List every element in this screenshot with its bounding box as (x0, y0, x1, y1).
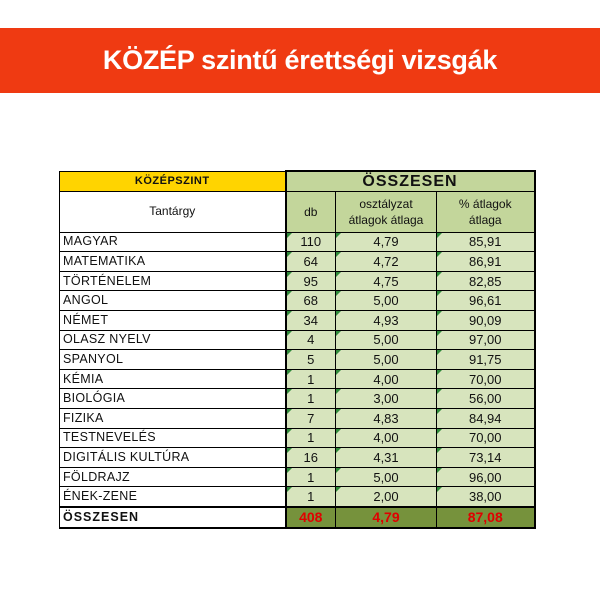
percent-average-cell: 70,00 (437, 369, 535, 389)
percent-average-cell: 73,14 (437, 448, 535, 468)
column-header-percent-average (437, 191, 535, 232)
percent-average-cell: 97,00 (437, 330, 535, 350)
grade-average-cell: 4,75 (336, 271, 437, 291)
grade-average-cell: 4,83 (336, 408, 437, 428)
page-title: KÖZÉP szintű érettségi vizsgák (102, 45, 498, 75)
percent-average-cell: 90,09 (437, 310, 535, 330)
subject-cell: NÉMET (60, 310, 286, 330)
table-row (60, 428, 535, 448)
grade-average-cell: 2,00 (336, 487, 437, 507)
grade-average-cell: 5,00 (336, 467, 437, 487)
db-cell: 34 (286, 310, 336, 330)
db-cell: 1 (286, 487, 336, 507)
subject-cell: MATEMATIKA (60, 252, 286, 272)
db-cell: 95 (286, 271, 336, 291)
total-db: 408 (286, 507, 336, 528)
subject-cell: FIZIKA (60, 408, 286, 428)
grade-average-cell: 5,00 (336, 350, 437, 370)
percent-average-cell: 84,94 (437, 408, 535, 428)
percent-average-cell: 82,85 (437, 271, 535, 291)
db-cell: 7 (286, 408, 336, 428)
grade-average-cell: 5,00 (336, 291, 437, 311)
subject-cell: MAGYAR (60, 232, 286, 252)
total-row (60, 507, 535, 528)
table-row (60, 232, 535, 252)
grade-average-cell: 4,93 (336, 310, 437, 330)
table-row (60, 408, 535, 428)
table-row (60, 487, 535, 507)
column-header-grade-average (336, 191, 437, 232)
db-cell: 4 (286, 330, 336, 350)
grade-average-cell: 4,72 (336, 252, 437, 272)
percent-average-cell: 85,91 (437, 232, 535, 252)
percent-average-cell: 96,00 (437, 467, 535, 487)
table-row (60, 389, 535, 409)
grade-average-cell: 5,00 (336, 330, 437, 350)
percent-average-cell: 91,75 (437, 350, 535, 370)
table-row (60, 252, 535, 272)
table-row (60, 271, 535, 291)
column-header-percent-average-line1: % átlagok (458, 196, 512, 211)
total-header: ÖSSZESEN (286, 171, 535, 191)
db-cell: 68 (286, 291, 336, 311)
subject-cell: ÉNEK-ZENE (60, 487, 286, 507)
table-row (60, 369, 535, 389)
table-row (60, 291, 535, 311)
title-banner (0, 28, 600, 93)
db-cell: 1 (286, 369, 336, 389)
db-cell: 5 (286, 350, 336, 370)
percent-average-cell: 70,00 (437, 428, 535, 448)
table-row (60, 467, 535, 487)
grade-average-cell: 3,00 (336, 389, 437, 409)
table-row (60, 350, 535, 370)
table-row (60, 310, 535, 330)
percent-average-cell: 86,91 (437, 252, 535, 272)
table-row (60, 448, 535, 468)
percent-average-cell: 96,61 (437, 291, 535, 311)
subject-cell: TÖRTÉNELEM (60, 271, 286, 291)
db-cell: 16 (286, 448, 336, 468)
results-table-container (59, 170, 536, 529)
db-cell: 1 (286, 467, 336, 487)
total-percent-average: 87,08 (437, 507, 535, 528)
subject-cell: DIGITÁLIS KULTÚRA (60, 448, 286, 468)
total-grade-average: 4,79 (336, 507, 437, 528)
subject-cell: TESTNEVELÉS (60, 428, 286, 448)
subject-cell: SPANYOL (60, 350, 286, 370)
subject-cell: ANGOL (60, 291, 286, 311)
grade-average-cell: 4,00 (336, 428, 437, 448)
db-cell: 1 (286, 389, 336, 409)
column-header-grade-average-line1: osztályzat (359, 196, 413, 211)
column-header-grade-average-line2: átlagok átlaga (348, 212, 424, 227)
grade-average-cell: 4,79 (336, 232, 437, 252)
subject-cell: BIOLÓGIA (60, 389, 286, 409)
level-header: KÖZÉPSZINT (60, 171, 286, 191)
subject-cell: FÖLDRAJZ (60, 467, 286, 487)
grade-average-cell: 4,31 (336, 448, 437, 468)
results-table (59, 170, 536, 529)
column-header-subject: Tantárgy (60, 191, 286, 232)
db-cell: 110 (286, 232, 336, 252)
table-body (60, 232, 535, 507)
db-cell: 1 (286, 428, 336, 448)
percent-average-cell: 56,00 (437, 389, 535, 409)
total-label: ÖSSZESEN (60, 507, 286, 528)
percent-average-cell: 38,00 (437, 487, 535, 507)
column-header-db: db (286, 191, 336, 232)
table-row (60, 330, 535, 350)
grade-average-cell: 4,00 (336, 369, 437, 389)
column-header-percent-average-line2: átlaga (468, 212, 502, 227)
db-cell: 64 (286, 252, 336, 272)
subject-cell: KÉMIA (60, 369, 286, 389)
subject-cell: OLASZ NYELV (60, 330, 286, 350)
